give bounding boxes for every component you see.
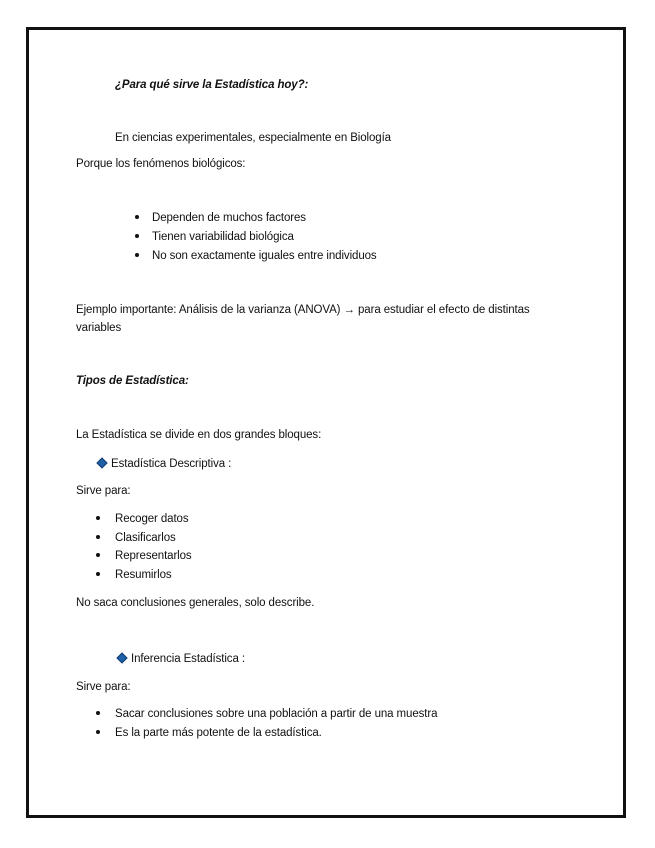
list-item: Representarlos: [115, 550, 192, 562]
descriptive-title-text: Estadística Descriptiva :: [111, 458, 232, 470]
para-because: Porque los fenómenos biológicos:: [76, 158, 246, 170]
page-border: [26, 27, 626, 818]
list-item: Dependen de muchos factores: [152, 212, 306, 224]
inference-title: [118, 652, 245, 666]
diamond-bullet-icon: [96, 457, 107, 468]
heading-uses: ¿Para qué sirve la Estadística hoy?:: [115, 79, 309, 91]
bullet-dot: [135, 215, 139, 219]
bullet-dot: [96, 535, 100, 539]
descriptive-note: No saca conclusiones generales, solo describe.: [76, 597, 315, 609]
bullet-dot: [96, 572, 100, 576]
bullet-dot: [96, 730, 100, 734]
inference-title-text: Inferencia Estadística :: [131, 653, 245, 665]
diamond-bullet-icon: [116, 652, 127, 663]
inference-serves-label: Sirve para:: [76, 681, 131, 693]
list-item: Clasificarlos: [115, 532, 176, 544]
list-item: Es la parte más potente de la estadística.: [115, 727, 322, 739]
heading-types: Tipos de Estadística:: [76, 375, 189, 387]
list-item: Tienen variabilidad biológica: [152, 231, 294, 243]
para-divides: La Estadística se divide en dos grandes bloques:: [76, 429, 322, 441]
descriptive-title: [98, 457, 231, 471]
bullet-dot: [135, 253, 139, 257]
bullet-dot: [96, 711, 100, 715]
bullet-dot: [135, 234, 139, 238]
list-item: No son exactamente iguales entre individuos: [152, 250, 377, 262]
bullet-dot: [96, 516, 100, 520]
bullet-dot: [96, 553, 100, 557]
descriptive-serves-label: Sirve para:: [76, 485, 131, 497]
example-line-2: variables: [76, 322, 122, 334]
example-line-1: Ejemplo importante: Análisis de la varianza (ANOVA) → para estudiar el efecto de distintas: [76, 304, 530, 316]
list-item: Sacar conclusiones sobre una población a partir de una muestra: [115, 708, 438, 720]
para-sciences: En ciencias experimentales, especialmente en Biología: [115, 132, 391, 144]
list-item: Resumirlos: [115, 569, 172, 581]
list-item: Recoger datos: [115, 513, 189, 525]
